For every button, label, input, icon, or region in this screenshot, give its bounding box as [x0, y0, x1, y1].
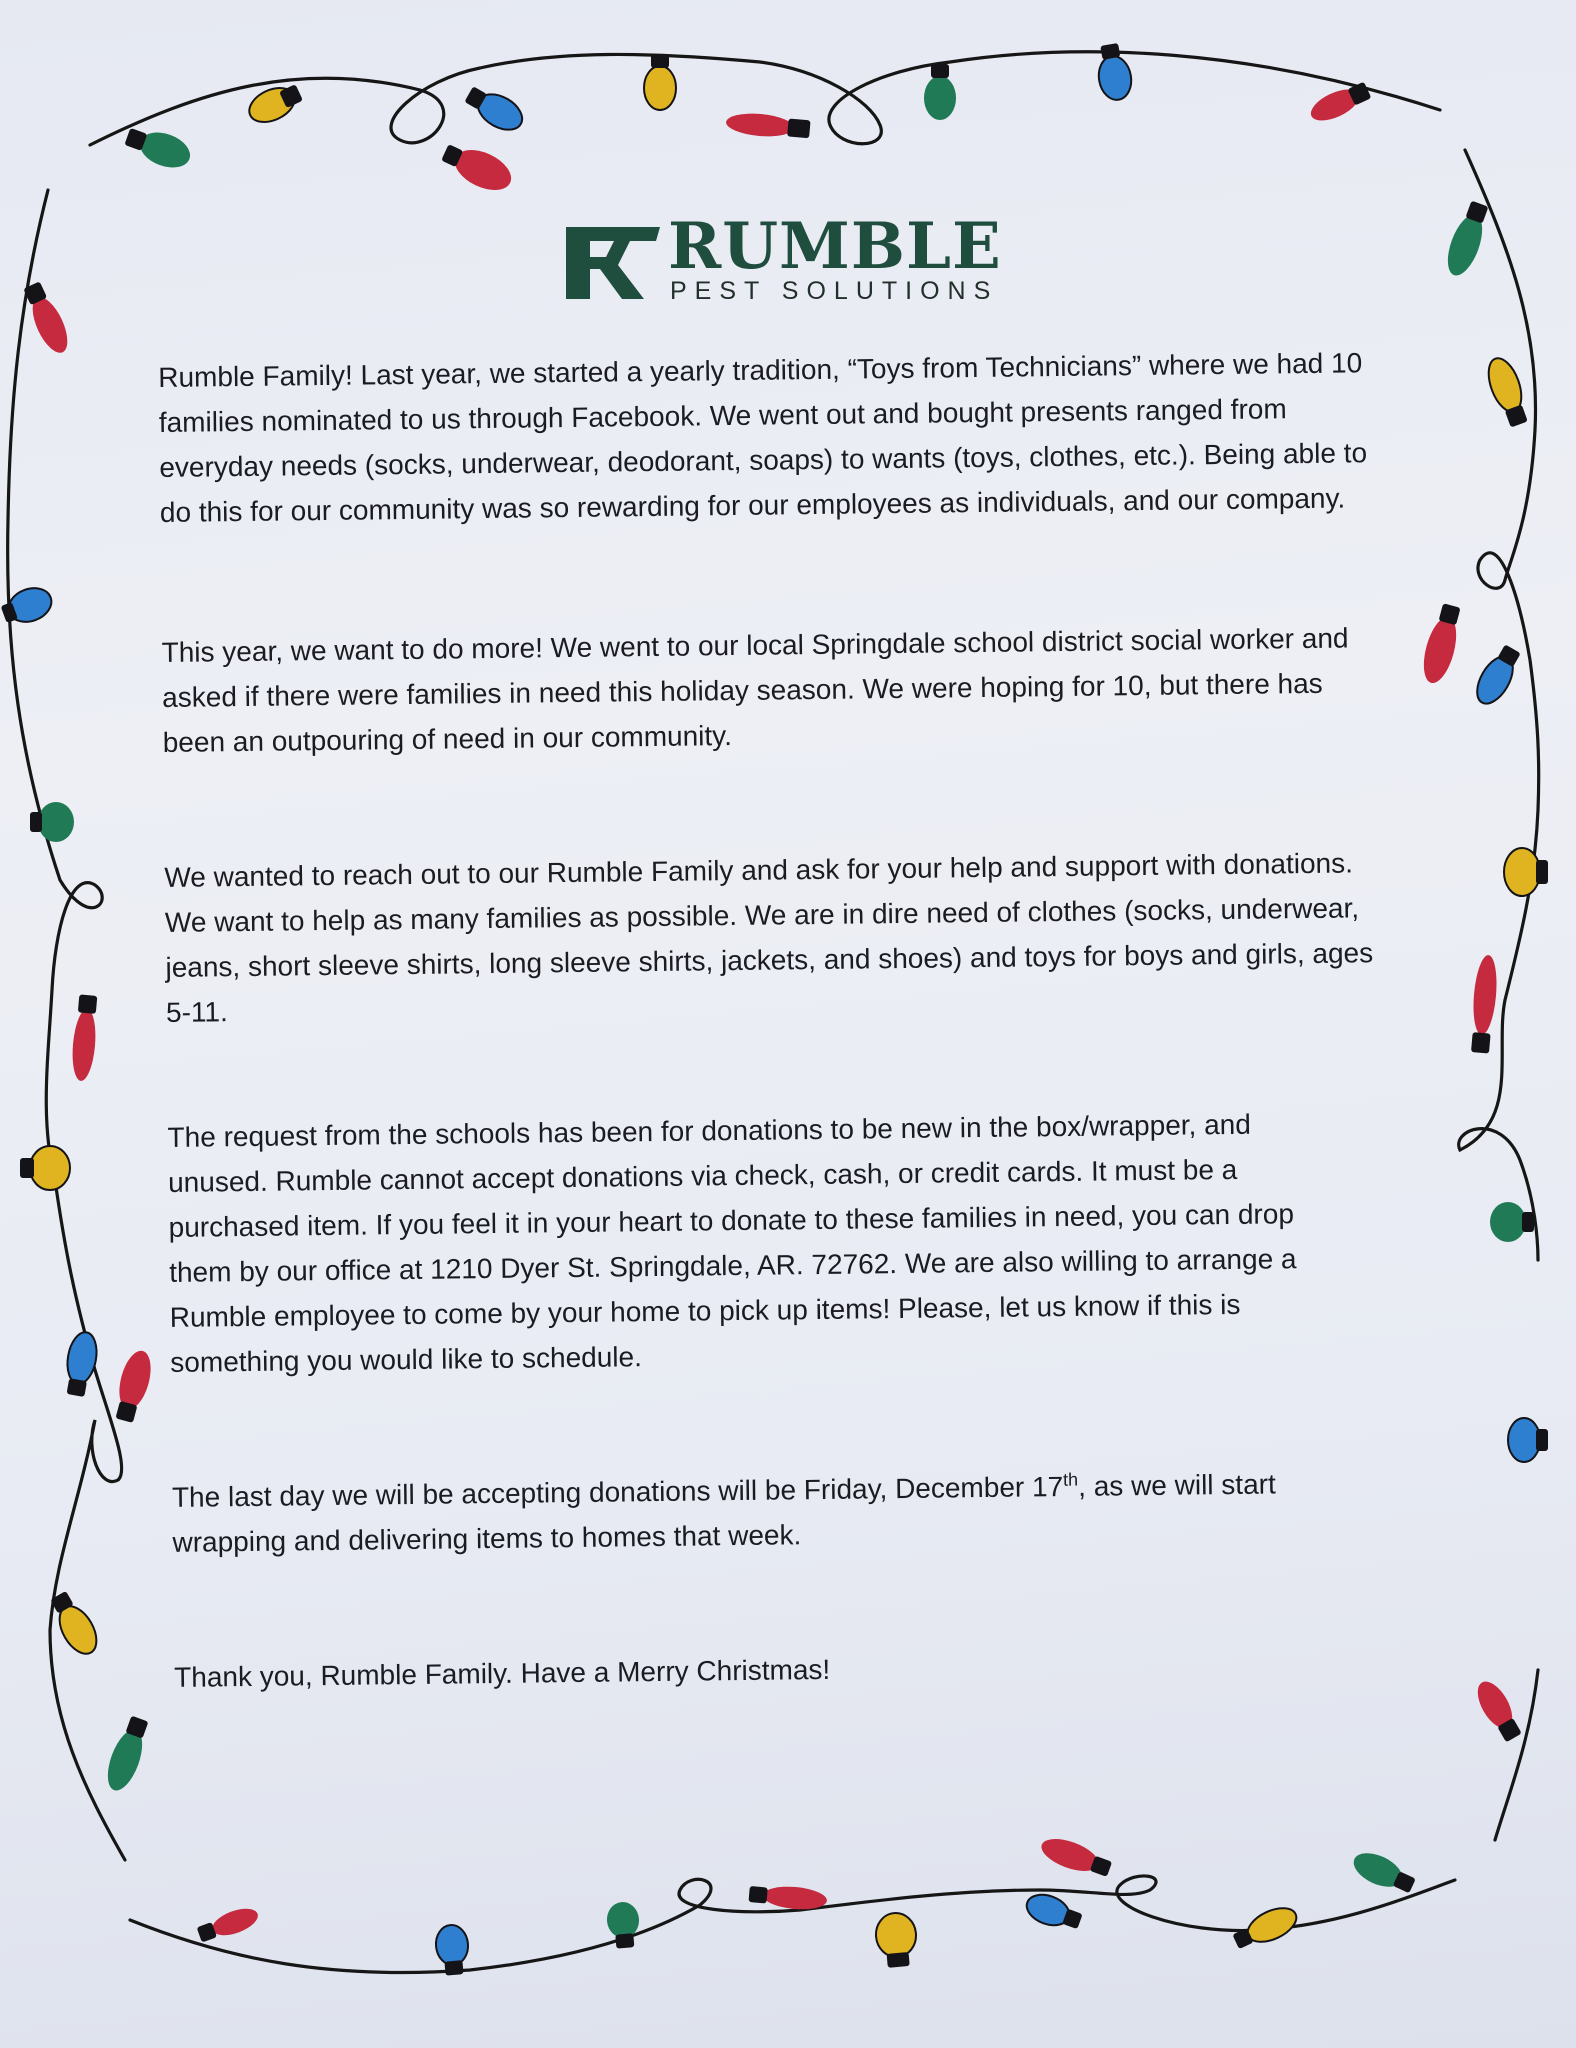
rumble-r-logo-icon: [560, 217, 670, 307]
deadline-text-end: , as we will start wrapping and delivering items to homes that week.: [172, 1468, 1276, 1558]
letter-body: [158, 340, 1394, 1700]
paragraph-this-year: This year, we want to do more! We went to our local Springdale school district social worker and asked if there were families in need this holiday season. We were hoping for 10, but there has been an outpouring of need in our community.: [161, 622, 1349, 758]
paragraph-deadline: [172, 1460, 1363, 1565]
logo-tagline: PEST SOLUTIONS: [670, 277, 999, 305]
paragraph-intro: Rumble Family! Last year, we started a yearly tradition, “Toys from Technicians” where we had 10 families nominated to us through Facebook. We went out and bought presents ranged from everyday needs (socks, underwear, deodorant, soaps) to wants (toys, clothes, etc.). Being able to do this for our community was so rewarding for our employees as individuals, and our company.: [158, 347, 1368, 528]
paragraph-closing: Thank you, Rumble Family. Have a Merry Christmas!: [173, 1653, 831, 1693]
deadline-ordinal-suffix: th: [1062, 1469, 1079, 1490]
deadline-text-start: The last day we will be accepting donations will be Friday, December 17: [171, 1471, 1064, 1513]
logo-brand-name: RUMBLE: [668, 209, 1002, 284]
paragraph-donation-instructions: The request from the schools has been for donations to be new in the box/wrapper, and unused. Rumble cannot accept donations via check, cash, or credit cards. It must be a purchased item. If you feel it in your heart to donate to these families in need, you can drop them by our office at 1210 Dyer St. Springdale, AR. 72762. We are also willing to arrange a Rumble employee to come by your home to pick up items! Please, let us know if this is something you would like to schedule.: [167, 1108, 1297, 1378]
paragraph-donation-needs: We wanted to reach out to our Rumble Family and ask for your help and support with donations. We want to help as many families as possible. We are in dire need of clothes (socks, underwear, jeans, short sleeve shirts, long sleeve shirts, jackets, and shoes) and toys for boys and girls, ages 5-11.: [164, 847, 1374, 1028]
rumble-logo: [560, 209, 1002, 315]
